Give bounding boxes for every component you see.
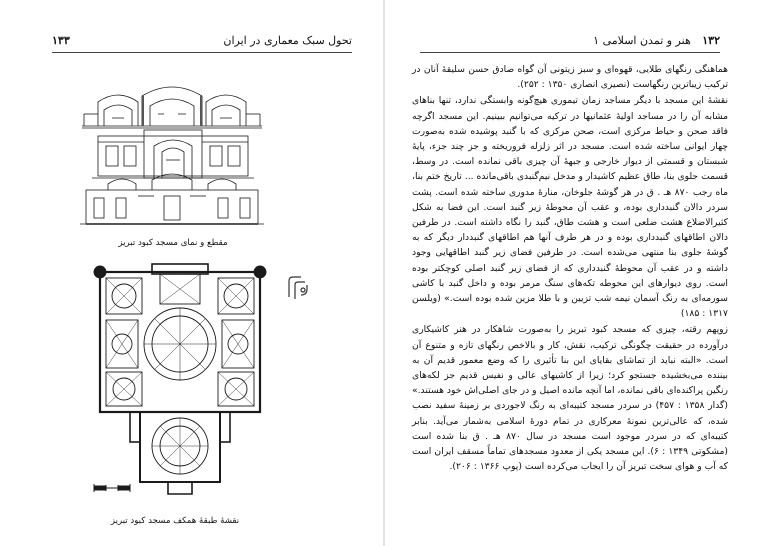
top-figure-caption: مقطع و نمای مسجد کبود تبریز (118, 238, 228, 248)
right-header-rule (420, 52, 720, 53)
left-header-title: تحول سبک معماری در ایران (223, 34, 352, 47)
section-view (82, 87, 262, 128)
front-elevation-view (92, 130, 254, 178)
right-page-number: ۱۳۲ (702, 34, 720, 47)
bottom-figure-caption: نقشهٔ طبقهٔ همکف مسجد کبود تبریز (110, 516, 240, 526)
left-header-rule (52, 52, 352, 53)
mosque-floor-plan-drawing (90, 262, 270, 502)
scale-bar (94, 484, 130, 492)
right-page-body-text (412, 62, 728, 475)
left-page-number: ۱۳۳ (52, 34, 70, 47)
body-paragraph: هماهنگی رنگهای طلایی، قهوه‌ای و سبز زیتونی آن گواه صادق حسن سلیقهٔ آنان در ترکیب زیباترین رنگهاست (نصیری انصاری ۱۳۵۰ : ۲۵۲). (412, 64, 728, 91)
left-page-header (52, 34, 352, 47)
library-stamp-mark (283, 273, 313, 303)
body-paragraph: زوپهم رقته، چیزی که مسجد کبود تبریز را به‌صورت شاهکار در هنر کاشیکاری درآورده در حقیقت چگونگی ترکیب، نقش، کار و بالاخص رنگهای تازه و متنوع آن است. «البته نباید از تماشای بقایای این بنا تأثیری را که وضع معمور قدیم آن به بیننده می‌بخشیده جستجو کرد؛ زیرا از کاشیهای عالی و نفیس قدیم جز لکه‌های رنگین پراکنده‌ای باقی نمانده، اما آنچه مانده اصیل و در جای اصلی‌اش خود هستند.» (گدار ۱۳۵۸ : ۴۵۷) در سردر مسجد کتیبه‌ای به رنگ لاجوردی بر زمینهٔ سفید نصب شده، که عالی‌ترین نمونهٔ معرکاری در تمام دورهٔ اسلامی به‌شمار می‌آید. بنابر کتیبه‌ای که در سردر موجود است مسجد در سال ۸۷۰ هـ . ق بنا شده است (مشکوتی ۱۳۴۹ : ۶). این مسجد یکی از معدود مسجدهای تماماً مسقف ایران است که آب و هوای سخت تبریز آن را ایجاب می‌کرده است (پوپ ۱۳۶۶ : ۲۰۶). (412, 324, 728, 473)
side-elevation-view (80, 174, 264, 224)
right-page-header (420, 34, 720, 47)
book-gutter (383, 0, 385, 546)
body-paragraph: نقشهٔ این مسجد با دیگر مساجد زمان تیموری هیچ‌گونه وابستگی ندارد، تنها بناهای مشابه آن را در مساجد اولیهٔ عثمانیها در ترکیه می‌توانیم ببینیم. این مسجد اگرچه فاقد صحن و حیاط مرکزی است، صحن مرکزی که با گنبد پوشیده شده به‌صورت چهار ایوانی ساخته شده است. مسجد در اثر زلزله فروریخته و جز چند جزء، پایهٔ شبستان و قسمتی از دیوار خارجی و جبههٔ آن چیزی باقی نمانده است. در وسط، قسمت جلوی بنا، طاق عظیم کاشیدار و مدخل نیم‌گنبدی باقی‌مانده ... تاریخ ختم بنا، ماه رجب ۸۷۰ هـ . ق در هر گوشهٔ جلوخان، منارهٔ مدوری ساخته شده است. پشت سردر دالان گنبدداری بوده، و عقب آن محوطهٔ زیر گنبد است. این فضا به شکل کثیرالاضلاع هشت ضلعی است و هشت طاق، گنبد را نگاه داشته است. در طرفین دالان اطاقهای گنبدداری بوده و در هر طرف آنها هم اطاقهای گنبددار دیگر که به گوشهٔ جلوی بنا منتهی می‌شده است. در طرفین فضای زیر گنبد اطاقهایی وجود داشته و در عقب آن محوطهٔ گنبدداری که از فضای زیر گنبد اصلی کوچکتر بوده است. روی دیوارهای این محوطه تکه‌های سنگ مرمر بوده و داخل گنبد با کاشی سورمه‌ای به رنگ آسمان نیمه شب تزیین و با طلا مزین شده بوده است.» (ویلسن ۱۳۱۷ : ۱۸۵) (412, 95, 729, 320)
mosque-section-elevation-drawing (78, 84, 266, 234)
right-header-title: هنر و تمدن اسلامی ۱ (593, 34, 691, 47)
